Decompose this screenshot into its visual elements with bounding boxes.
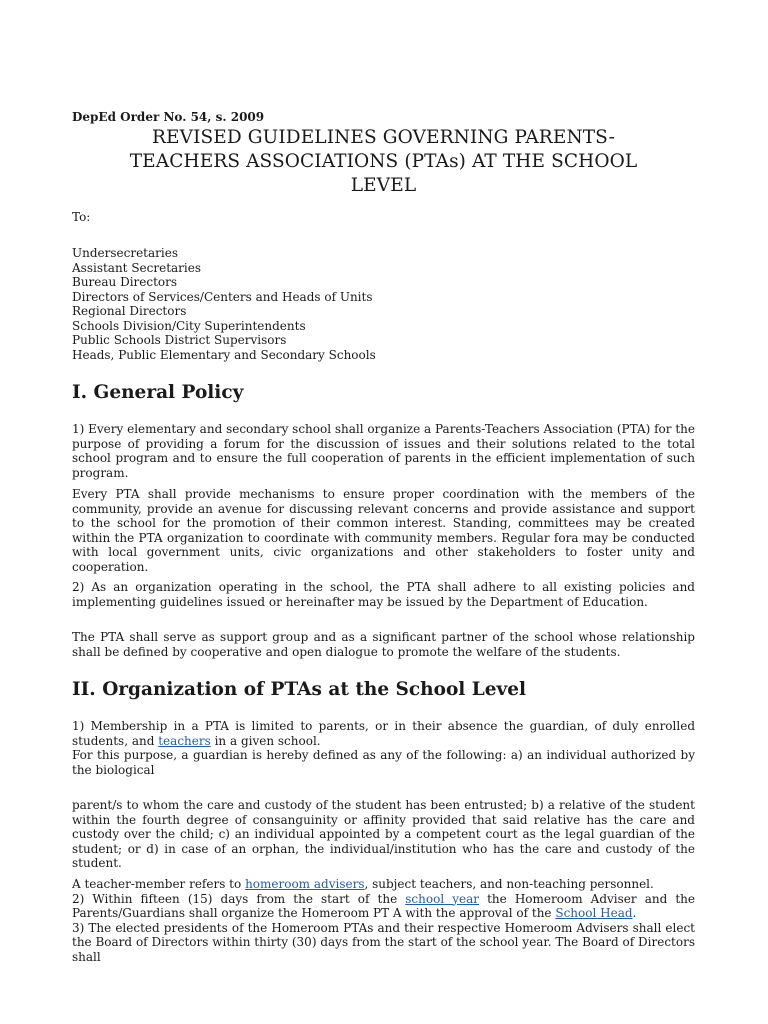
paragraph-text: 1) Membership in a PTA is limited to parents, or in their absence the guardian, of duly enrolled students, and [72, 719, 695, 748]
paragraph: 1) Every elementary and secondary school shall organize a Parents-Teachers Association (PTA) for the purpose of providing a forum for the discussion of issues and their solutions related to the total school program and to ensure the full cooperation of parents in the efficient implementation of such program. [72, 422, 695, 480]
homeroom-advisers-link[interactable]: homeroom advisers [245, 877, 365, 891]
document-title [72, 126, 695, 198]
paragraph-line [72, 892, 695, 921]
recipient-item: Bureau Directors [72, 275, 178, 289]
title-line: REVISED GUIDELINES GOVERNING PARENTS- [152, 127, 615, 148]
paragraph [72, 877, 695, 964]
recipient-item: Directors of Services/Centers and Heads of Units [72, 289, 373, 304]
recipient-item: Schools Division/City Superintendents [72, 318, 306, 333]
paragraph-text: 2) Within fifteen (15) days from the start of the [72, 891, 398, 906]
paragraph-text: For this purpose, a guardian is hereby defined as any of the following: a) an individual authorized by the biological [72, 748, 695, 777]
section-heading-general-policy: I. General Policy [72, 382, 244, 403]
paragraph [72, 719, 695, 777]
paragraph: 2) As an organization operating in the school, the PTA shall adhere to all existing policies and implementing guidelines issued or hereinafter may be issued by the Department of Education. [72, 580, 695, 609]
title-line: TEACHERS ASSOCIATIONS (PTAs) AT THE SCHOOL [129, 151, 638, 172]
paragraph-text: . [632, 906, 637, 920]
paragraph-text: the Homeroom Adviser and the Parents/Guardians shall organize the Homeroom PT A with the approval of the [72, 891, 695, 920]
paragraph-text: 3) The elected presidents of the Homeroom PTAs and their respective Homeroom Advisers shall elect the Board of Directors within thirty (30) days from the start of the school year. The Board of Directors shall [72, 920, 695, 964]
paragraph-text: A teacher-member refers to [72, 877, 242, 891]
paragraph-text: in a given school. [214, 733, 321, 748]
paragraph: Every PTA shall provide mechanisms to ensure proper coordination with the members of the community, provide an avenue for discussing relevant concerns and provide assistance and support to the school for the promotion of their common interest. Standing, committees may be created within the PTA organization to coordinate with community members. Regular fora may be conducted with local government units, civic organizations and other stakeholders to foster unity and cooperation. [72, 487, 695, 574]
order-number: DepEd Order No. 54, s. 2009 [72, 110, 265, 124]
recipient-item: Undersecretaries [72, 246, 178, 260]
paragraph-text: , subject teachers, and non-teaching personnel. [364, 877, 654, 891]
recipient-item: Public Schools District Supervisors [72, 333, 287, 347]
paragraph: The PTA shall serve as support group and as a significant partner of the school whose relationship shall be defined by cooperative and open dialogue to promote the welfare of the students. [72, 630, 695, 659]
teachers-link[interactable]: teachers [158, 733, 211, 748]
school-head-link[interactable]: School Head [555, 906, 633, 920]
recipient-item: Heads, Public Elementary and Secondary Schools [72, 347, 376, 362]
recipient-item: Assistant Secretaries [72, 260, 202, 275]
recipient-list [72, 246, 376, 362]
section-heading-organization: II. Organization of PTAs at the School Level [72, 679, 527, 700]
title-line: LEVEL [350, 175, 417, 196]
to-label: To: [72, 210, 91, 224]
paragraph: parent/s to whom the care and custody of the student has been entrusted; b) a relative of the student within the fourth degree of consanguinity or affinity provided that said relative has the care and custody over the child; c) an individual appointed by a competent court as the legal guardian of the student; or d) in case of an orphan, the individual/institution who has the care and custody of the student. [72, 798, 695, 870]
recipient-item: Regional Directors [72, 304, 187, 318]
school-year-link[interactable]: school year [405, 891, 480, 906]
